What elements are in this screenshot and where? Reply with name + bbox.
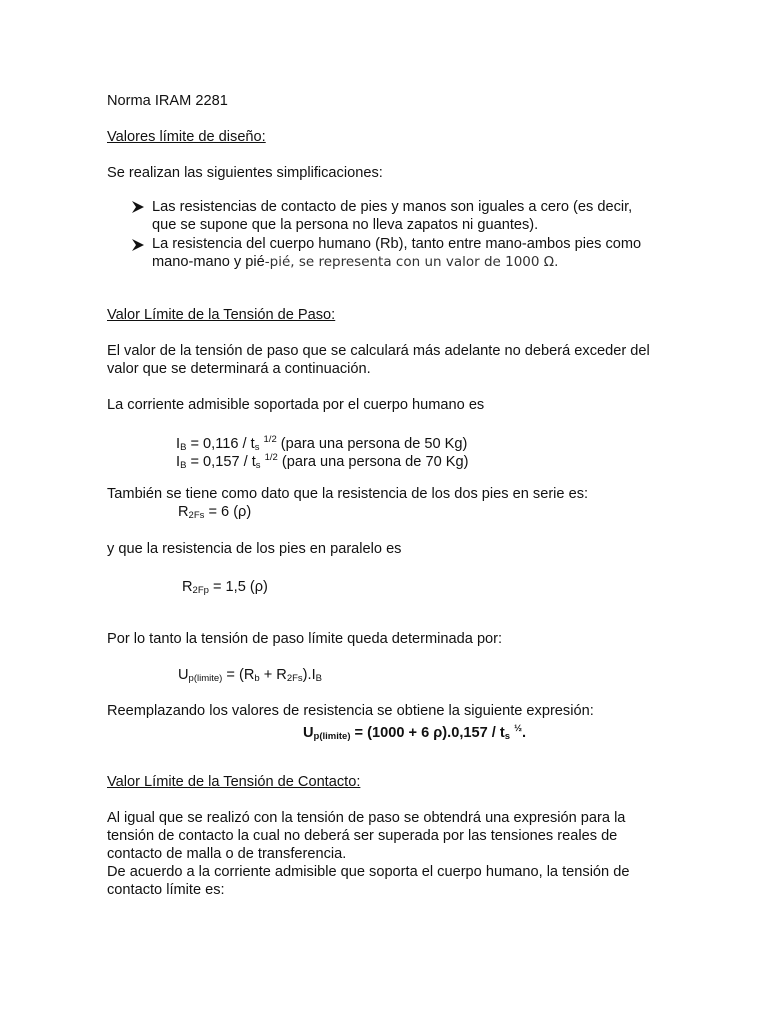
bullet-1-line-2: que se supone que la persona no lleva zapatos ni guantes). xyxy=(152,217,539,233)
paragraph-5: Por lo tanto la tensión de paso límite queda determinada por: xyxy=(107,631,503,647)
paragraph-4: y que la resistencia de los pies en paralelo es xyxy=(107,541,402,557)
intro-paragraph: Se realizan las siguientes simplificaciones: xyxy=(107,165,383,181)
formula-ib-50kg: $I_B = 0,116 / t_s$ $^{1/2}$ (para una persona de 50 Kg) xyxy=(176,434,468,453)
formula-ib-70kg: $I_B = 0,157 / t_s$ $^{1/2}$ (para una persona de 70 Kg) xyxy=(176,452,469,471)
bullet-arrow-icon xyxy=(131,200,145,214)
paragraph-8-line-1: De acuerdo a la corriente admisible que soporta el cuerpo humano, la tensión de xyxy=(107,864,630,880)
paragraph-2: La corriente admisible soportada por el cuerpo humano es xyxy=(107,397,485,413)
bullet-2-line-1: La resistencia del cuerpo humano (Rb), tanto entre mano-ambos pies como xyxy=(152,236,642,252)
bullet-2-line-2: mano-mano y pié-pié, se representa con un valor de 1000 Ω. xyxy=(152,254,559,270)
paragraph-7-line-2: tensión de contacto la cual no deberá ser superada por las tensiones reales de xyxy=(107,828,618,844)
heading-contact-voltage: Valor Límite de la Tensión de Contacto: xyxy=(107,774,361,790)
document-title: Norma IRAM 2281 xyxy=(107,93,228,109)
paragraph-7-line-3: contacto de malla o de transferencia. xyxy=(107,846,347,862)
paragraph-3: También se tiene como dato que la resistencia de los dos pies en serie es: xyxy=(107,486,589,502)
heading-design-limits: Valores límite de diseño: xyxy=(107,129,266,145)
bullet-arrow-icon xyxy=(131,238,145,252)
formula-r2fs: $R_{2Fs} = 6$ (ρ) xyxy=(178,504,252,521)
paragraph-1-line-2: valor que se determinará a continuación. xyxy=(107,361,371,377)
paragraph-7-line-1: Al igual que se realizó con la tensión de paso se obtendrá una expresión para la xyxy=(107,810,626,826)
heading-step-voltage: Valor Límite de la Tensión de Paso: xyxy=(107,307,336,323)
formula-up-limite: $U_{p(limite)} = (R_b + R_{2Fs}).I_B$ xyxy=(178,667,322,684)
bullet-1-line-1: Las resistencias de contacto de pies y manos son iguales a cero (es decir, xyxy=(152,199,633,215)
paragraph-8-line-2: contacto límite es: xyxy=(107,882,225,898)
paragraph-1-line-1: El valor de la tensión de paso que se calculará más adelante no deberá exceder del xyxy=(107,343,650,359)
paragraph-6: Reemplazando los valores de resistencia se obtiene la siguiente expresión: xyxy=(107,703,594,719)
formula-r2fp: $R_{2Fp} = 1,5$ (ρ) xyxy=(182,579,268,596)
formula-up-limite-expanded: $U_{p(limite)} = (1000 + 6$ $\rho).0,157 / t_s$ $^{\frac{1}{2}}$. xyxy=(303,723,527,742)
